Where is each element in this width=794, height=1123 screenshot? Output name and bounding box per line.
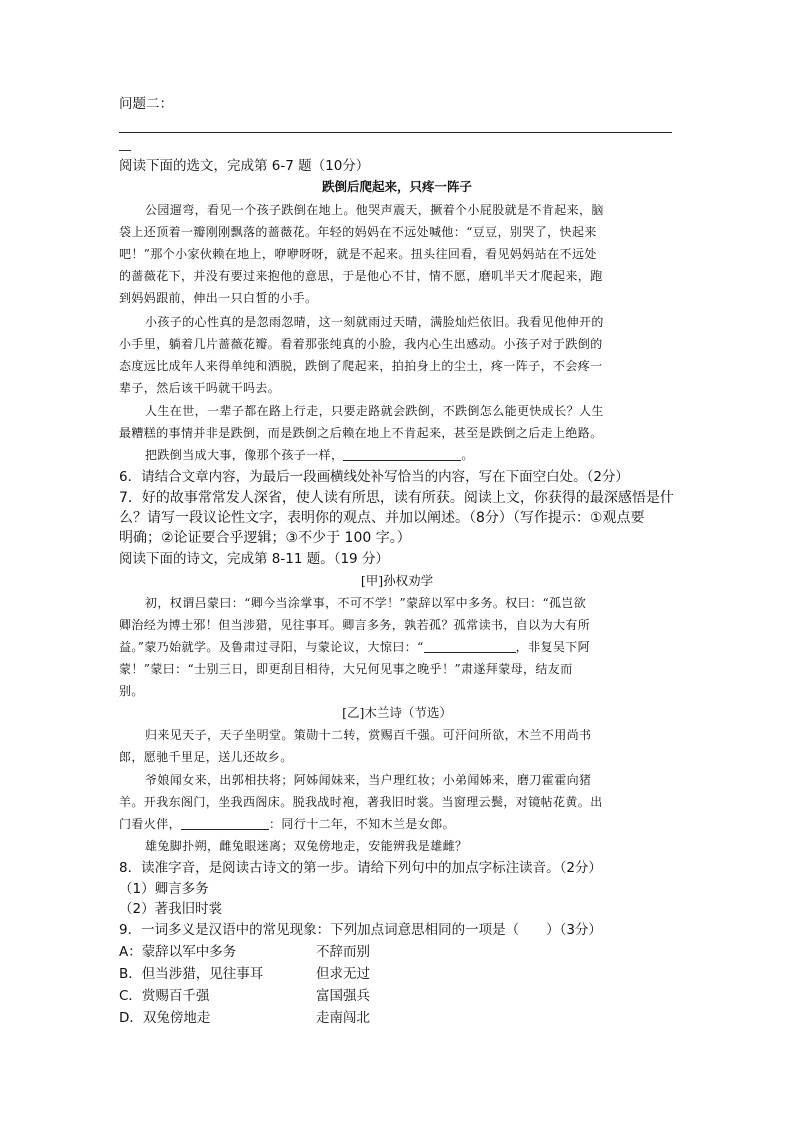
option-b-left: B．但当涉猎，见往事耳 <box>119 966 264 982</box>
question-two-heading: 问题二： <box>119 96 173 112</box>
jia-title: [甲]孙权劝学 <box>360 573 434 588</box>
passage-text: 把跌倒当成大事，像那个孩子一样， <box>145 448 344 462</box>
yi-line: 郎，愿驰千里足，送儿还故乡。 <box>119 750 293 764</box>
question-8: 8．读准字音，是阅读古诗文的第一步。请给下列句中的加点字标注读音。（2分） <box>119 860 602 876</box>
question-8-item: （2）著我旧时裳 <box>119 901 223 917</box>
fill-blank[interactable] <box>181 815 269 830</box>
answer-line <box>119 132 672 133</box>
question-6: 6．请结合文章内容，为最后一段画横线处补写恰当的内容，写在下面空白处。（2分） <box>119 469 629 485</box>
passage-title: 跌倒后爬起来，只疼一阵子 <box>321 179 472 194</box>
option-d-left: D．双兔傍地走 <box>119 1010 211 1026</box>
section1-intro: 阅读下面的选文，完成第 6-7 题（10分） <box>119 158 370 174</box>
passage-line: 最糟糕的事情并非是跌倒，而是跌倒之后赖在地上不肯起来，甚至是跌倒之后走上绝路。 <box>119 426 603 440</box>
jia-line: 蒙！”蒙曰：“士别三日，即更刮目相待，大兄何见事之晚乎！”肃遂拜蒙母，结友而 <box>119 662 573 676</box>
passage-line: 辈子，然后该干吗就干吗去。 <box>119 381 281 395</box>
jia-line: 卿治经为博士邪！但当涉猎，见往事耳。卿言多务，孰若孤？孤常读书，自以为大有所 <box>119 618 591 632</box>
passage-line: 吧！”那个小家伙赖在地上，咿咿呀呀，就是不起来。扭头往回看，看见妈妈站在不远处 <box>119 247 597 261</box>
yi-line: 归来见天子，天子坐明堂。策勋十二转，赏赐百千强。可汗问所欲，木兰不用尚书 <box>145 728 592 742</box>
passage-line: 小孩子的心性真的是忽雨忽晴，这一刻就雨过天晴，满脸灿烂依旧。我看见他伸开的 <box>145 315 604 329</box>
option-d-right: 走南闯北 <box>316 1010 370 1026</box>
yi-line: 雄兔脚扑朔，雌兔眼迷离；双兔傍地走，安能辨我是雄雌？ <box>145 839 468 853</box>
jia-text: ，非复吴下阿 <box>515 640 591 654</box>
passage-line-with-blank <box>145 445 474 465</box>
section2-intro: 阅读下面的诗文，完成第 8-11 题。（19 分） <box>119 551 389 567</box>
question-8-item: （1）卿言多务 <box>119 881 209 897</box>
yi-text: 门看火伴， <box>119 817 182 831</box>
yi-title: [乙]木兰诗（节选） <box>342 705 452 720</box>
passage-text: 。 <box>461 448 474 462</box>
jia-line-with-blank <box>119 637 590 657</box>
option-b-right: 但求无过 <box>316 966 370 982</box>
question-7-line: 么？请写一段议论性文字，表明你的观点、并加以阐述。（8分）（写作提示：①观点要 <box>119 510 645 526</box>
option-c-right: 富国强兵 <box>316 988 370 1004</box>
option-c-left: C．赏赐百千强 <box>119 988 210 1004</box>
passage-line: 人生在世，一辈子都在路上行走，只要走路就会跌倒，不跌倒怎么能更快成长？人生 <box>145 404 604 418</box>
jia-text: 益。”蒙乃始就学。及鲁肃过寻阳，与蒙论议，大惊曰：“ <box>119 640 424 654</box>
answer-line-tail: __ <box>119 137 131 151</box>
fill-blank[interactable] <box>424 638 516 653</box>
passage-line: 态度远比成年人来得单纯和洒脱，跌倒了爬起来，拍拍身上的尘土，疼一阵子，不会疼一 <box>119 359 603 373</box>
yi-line: 爷娘闻女来，出郭相扶将；阿姊闻妹来，当户理红妆；小弟闻姊来，磨刀霍霍向猪 <box>145 773 592 787</box>
passage-line: 公园遛弯，看见一个孩子跌倒在地上。他哭声震天，撅着个小屁股就是不肯起来，脑 <box>145 203 604 217</box>
yi-text: ：同行十二年，不知木兰是女郎。 <box>269 817 456 831</box>
yi-line-with-blank <box>119 814 455 834</box>
question-7-line: 明确；②论证要合乎逻辑；③不少于 100 字。） <box>119 530 411 546</box>
jia-line: 别。 <box>119 684 144 698</box>
fill-blank[interactable] <box>343 446 461 461</box>
jia-line: 初，权谓吕蒙曰：“卿今当涂掌事，不可不学！”蒙辞以军中多务。权曰：“孤岂欲 <box>145 596 587 610</box>
passage-line: 的蔷薇花下，并没有要过来抱他的意思，于是他心不甘，情不愿，磨叽半天才爬起来，跑 <box>119 269 603 283</box>
passage-line: 到妈妈跟前，伸出一只白皙的小手。 <box>119 291 318 305</box>
passage-line: 小手里，躺着几片蔷薇花瓣。看着那张纯真的小脸，我内心生出感动。小孩子对于跌倒的 <box>119 337 603 351</box>
option-a-right: 不辞而别 <box>316 944 370 960</box>
yi-line: 羊。开我东阁门，坐我西阁床。脱我战时袍，著我旧时裳。当窗理云鬓，对镜帖花黄。出 <box>119 795 603 809</box>
passage-line: 袋上还顶着一瓣刚刚飘落的蔷薇花。年轻的妈妈在不远处喊他：“豆豆，别哭了，快起来 <box>119 225 597 239</box>
option-a-left: A：蒙辞以军中多务 <box>119 944 237 960</box>
question-7-line: 7．好的故事常常发人深省，使人读有所思，读有所获。阅读上文，你获得的最深感悟是什 <box>119 490 674 506</box>
question-9: 9．一词多义是汉语中的常见现象：下列加点词意思相同的一项是（ ）（3分） <box>119 922 602 938</box>
